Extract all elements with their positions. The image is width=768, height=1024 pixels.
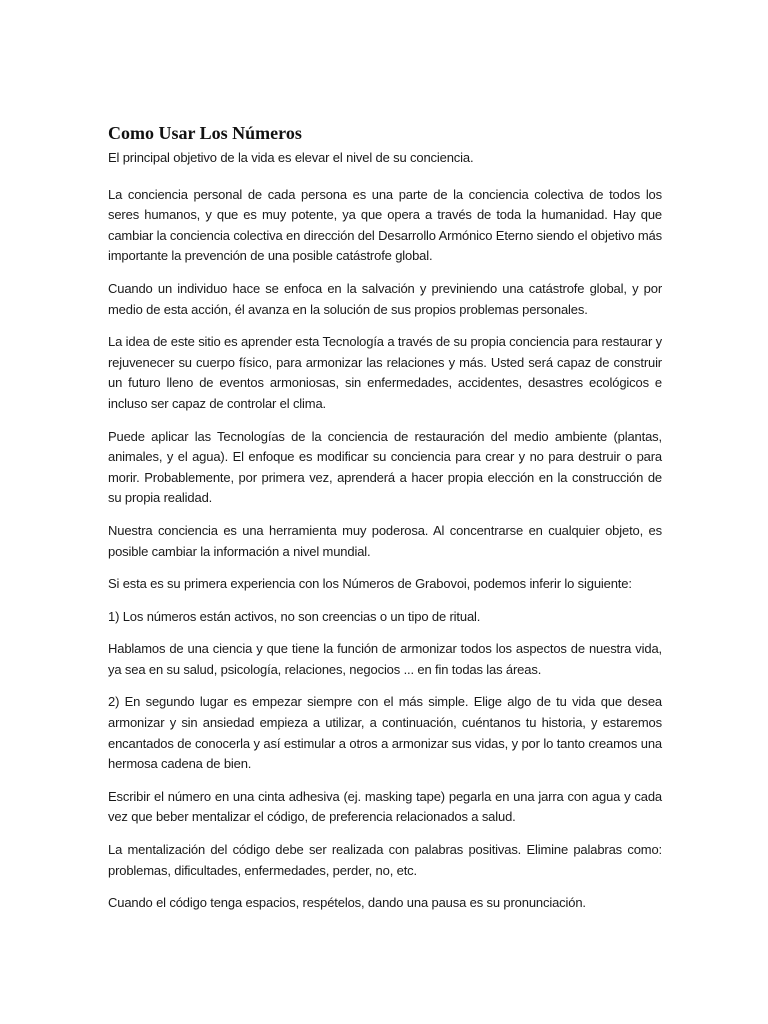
paragraph-site-idea: La idea de este sitio es aprender esta Tecnología a través de su propia conciencia para restaurar y rejuvenecer su cuerpo físico, para armonizar las relaciones y más. Usted será capaz de construir un futuro lleno de eventos armoniosas, sin enfermedades, accidentes, desastres ecológicos e incluso ser capaz de controlar el clima.	[108, 334, 662, 411]
paragraph-collective-consciousness: La conciencia personal de cada persona es una parte de la conciencia colectiva de todos los seres humanos, y que es muy potente, ya que opera a través de toda la humanidad. Hay que cambiar la conciencia colectiva en dirección del Desarrollo Armónico Eterno siendo el objetivo más importante la prevención de una posible catástrofe global.	[108, 186, 662, 264]
paragraph-positive-words: La mentalización del código debe ser realizada con palabras positivas. Elimine palabras como: problemas, dificultades, enfermedades, perder, no, etc.	[108, 842, 662, 878]
paragraph-science: Hablamos de una ciencia y que tiene la función de armonizar todos los aspectos de nuestra vida, ya sea en su salud, psicología, relaciones, negocios ... en fin todas las áreas.	[108, 641, 662, 677]
document-page	[108, 122, 662, 926]
document-title: Como Usar Los Números	[108, 123, 302, 143]
paragraph-code-spaces: Cuando el código tenga espacios, respételos, dando una pausa es su pronunciación.	[108, 895, 586, 911]
paragraph-intro: El principal objetivo de la vida es elevar el nivel de su conciencia.	[108, 150, 474, 165]
paragraph-point-1: 1) Los números están activos, no son creencias o un tipo de ritual.	[108, 608, 481, 624]
paragraph-environment: Puede aplicar las Tecnologías de la conciencia de restauración del medio ambiente (plantas, animales, y el agua). El enfoque es modificar su conciencia para crear y no para destruir o para morir. Probablemente, por primera vez, aprenderá a hacer propia elección en la construcción de su propia realidad.	[108, 428, 662, 506]
paragraph-powerful-tool: Nuestra conciencia es una herramienta muy poderosa. Al concentrarse en cualquier objeto, es posible cambiar la información a nivel mundial.	[108, 522, 662, 559]
paragraph-point-2: 2) En segundo lugar es empezar siempre con el más simple. Elige algo de tu vida que desea armonizar y sin ansiedad empieza a utilizar, a continuación, cuéntanos tu historia, y estaremos encantados de conocerla y así estimular a otros a armonizar sus vidas, y por lo tanto creamos una hermosa cadena de bien.	[108, 694, 662, 772]
paragraph-first-experience: Si esta es su primera experiencia con los Números de Grabovoi, podemos inferir lo siguiente:	[108, 576, 632, 592]
paragraph-individual-salvation: Cuando un individuo hace se enfoca en la salvación y previniendo una catástrofe global, y por medio de esta acción, él avanza en la solución de sus propios problemas personales.	[108, 280, 662, 317]
paragraph-adhesive-tape: Escribir el número en una cinta adhesiva (ej. masking tape) pegarla en una jarra con agua y cada vez que beber mentalizar el código, de preferencia relacionados a salud.	[108, 788, 662, 825]
